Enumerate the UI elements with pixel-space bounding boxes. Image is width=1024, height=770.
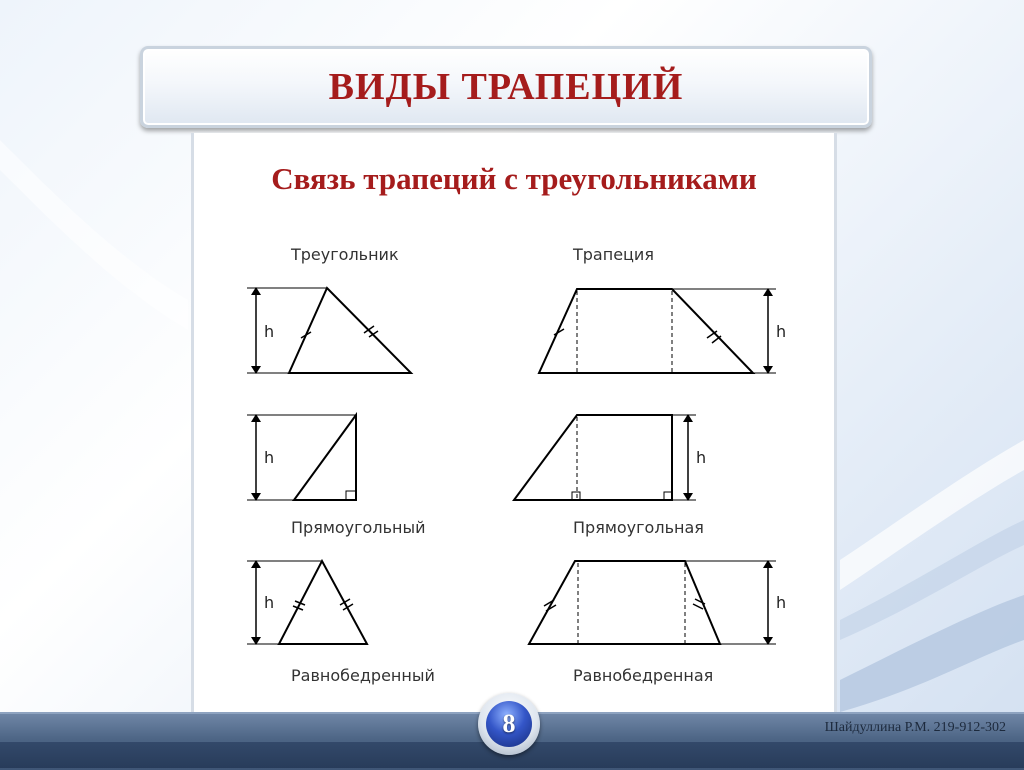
slide-subtitle: Связь трапеций с треугольниками [271,161,757,196]
author-credit: Шайдуллина Р.М. 219-912-302 [824,720,1006,735]
height-label-isosceles-triangle: h [264,593,275,612]
content-panel [191,133,837,713]
page-number-badge-inner [486,701,532,747]
trapezoid-figure [539,288,776,374]
isosceles-triangle-label: Равнобедренный [291,666,435,685]
right-trapezoid-figure [514,414,696,501]
title-bar [140,46,872,128]
slide-title: ВИДЫ ТРАПЕЦИЙ [328,66,684,108]
height-label-right-trapezoid: h [696,448,707,467]
isosceles-trapezoid-figure [529,560,776,645]
height-label-isosceles-trapezoid: h [776,593,787,612]
isosceles-trapezoid-label: Равнобедренная [573,666,714,685]
page-number-badge [478,693,540,755]
page-number: 8 [502,709,516,738]
height-label-right-triangle: h [264,448,275,467]
height-label-triangle: h [264,322,275,341]
height-label-trapezoid: h [776,322,787,341]
right-triangle-label: Прямоугольный [291,518,426,537]
triangle-label: Треугольник [291,245,399,264]
trapezoid-label: Трапеция [573,245,654,264]
right-trapezoid-label: Прямоугольная [573,518,704,537]
figures-diagram [194,133,840,713]
